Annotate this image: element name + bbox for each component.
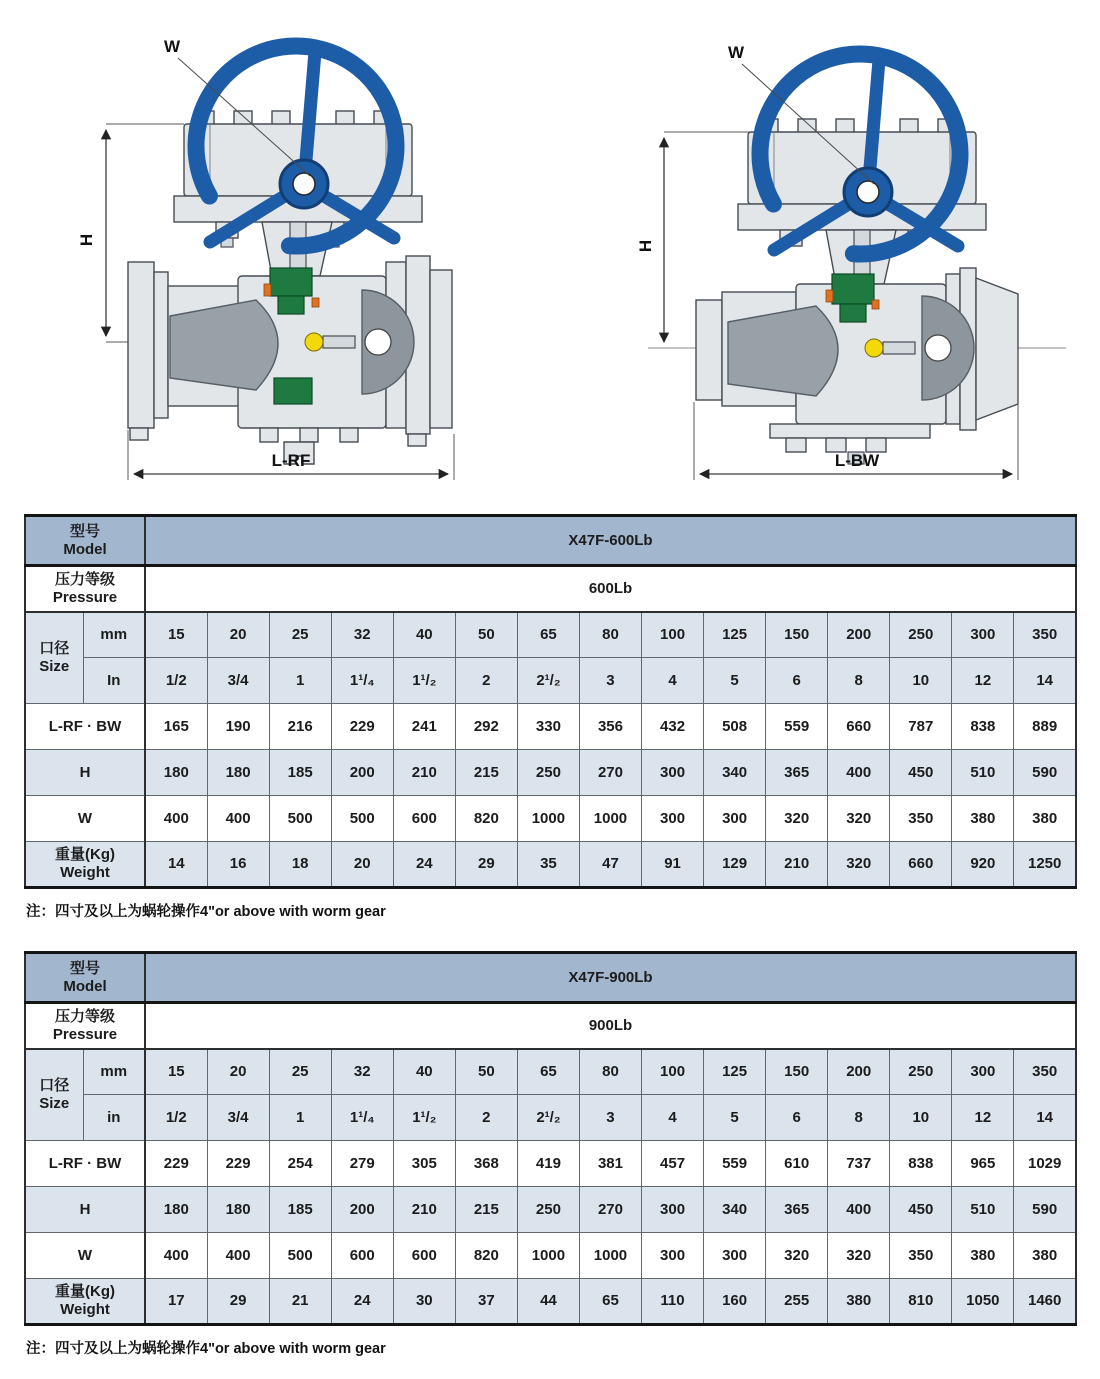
data-cell: 1250	[1014, 842, 1076, 888]
size-value-cell: 4	[642, 658, 704, 704]
size-value-cell: 250	[890, 612, 952, 658]
size-value-cell: 1¹/₄	[331, 658, 393, 704]
stem-center-dot	[865, 339, 883, 357]
row-label-cell: L-RF · BW	[25, 1141, 145, 1187]
data-cell: 365	[766, 750, 828, 796]
data-cell: 200	[331, 750, 393, 796]
unit-label-cell: in	[83, 1095, 145, 1141]
data-cell: 381	[579, 1141, 641, 1187]
data-cell: 91	[642, 842, 704, 888]
size-value-cell: 1/2	[145, 658, 207, 704]
data-cell: 419	[517, 1141, 579, 1187]
data-cell: 600	[393, 1233, 455, 1279]
data-cell: 559	[704, 1141, 766, 1187]
data-cell: 29	[455, 842, 517, 888]
label-text: Weight	[60, 864, 110, 881]
size-value-cell: 125	[704, 1049, 766, 1095]
size-label-cell	[25, 1049, 83, 1141]
valve-plug	[728, 306, 838, 396]
data-cell: 500	[269, 796, 331, 842]
data-cell: 590	[1014, 750, 1076, 796]
table-row	[25, 516, 1076, 566]
data-cell: 35	[517, 842, 579, 888]
size-value-cell: 100	[642, 1049, 704, 1095]
data-cell: 185	[269, 1187, 331, 1233]
data-cell: 241	[393, 704, 455, 750]
dim-label-w: W	[164, 37, 181, 56]
data-cell: 37	[455, 1279, 517, 1325]
row-label-cell	[25, 1279, 145, 1325]
size-value-cell: 80	[579, 1049, 641, 1095]
size-value-cell: 3	[579, 1095, 641, 1141]
data-cell: 1460	[1014, 1279, 1076, 1325]
size-value-cell: 5	[704, 658, 766, 704]
data-cell: 1050	[952, 1279, 1014, 1325]
table-row	[25, 566, 1076, 612]
pressure-value-cell: 900Lb	[145, 1003, 1076, 1049]
row-label-cell: H	[25, 1187, 145, 1233]
data-cell: 559	[766, 704, 828, 750]
size-value-cell: 150	[766, 1049, 828, 1095]
unit-label-cell: mm	[83, 1049, 145, 1095]
data-cell: 737	[828, 1141, 890, 1187]
data-cell: 200	[331, 1187, 393, 1233]
data-cell: 254	[269, 1141, 331, 1187]
data-cell: 215	[455, 750, 517, 796]
label-text: 压力等级	[54, 571, 115, 589]
data-cell: 24	[331, 1279, 393, 1325]
data-cell: 600	[393, 796, 455, 842]
data-cell: 180	[145, 750, 207, 796]
size-value-cell: 25	[269, 1049, 331, 1095]
size-value-cell: 2	[455, 1095, 517, 1141]
size-value-cell: 50	[455, 612, 517, 658]
data-cell: 250	[517, 1187, 579, 1233]
data-cell: 180	[207, 1187, 269, 1233]
size-value-cell: 1	[269, 1095, 331, 1141]
data-cell: 965	[952, 1141, 1014, 1187]
size-value-cell: 350	[1014, 612, 1076, 658]
spec-table-600lb-mount	[24, 514, 1077, 889]
data-cell: 1000	[579, 796, 641, 842]
data-cell: 180	[145, 1187, 207, 1233]
size-value-cell: 1¹/₄	[331, 1095, 393, 1141]
data-cell: 820	[455, 796, 517, 842]
data-cell: 820	[455, 1233, 517, 1279]
table-row	[25, 953, 1076, 1003]
data-cell: 16	[207, 842, 269, 888]
data-cell: 400	[207, 796, 269, 842]
data-cell: 320	[766, 1233, 828, 1279]
data-cell: 279	[331, 1141, 393, 1187]
data-cell: 508	[704, 704, 766, 750]
data-cell: 216	[269, 704, 331, 750]
data-cell: 400	[828, 1187, 890, 1233]
model-value-cell: X47F-900Lb	[145, 953, 1076, 1003]
data-cell: 210	[766, 842, 828, 888]
data-cell: 787	[890, 704, 952, 750]
spec-table	[24, 514, 1077, 889]
model-value-cell: X47F-600Lb	[145, 516, 1076, 566]
data-cell: 229	[207, 1141, 269, 1187]
model-label-cell	[25, 953, 145, 1003]
data-cell: 255	[766, 1279, 828, 1325]
label-text: 型号	[69, 522, 100, 540]
size-value-cell: 300	[952, 1049, 1014, 1095]
label-text: Size	[39, 1094, 70, 1112]
data-cell: 510	[952, 1187, 1014, 1233]
size-value-cell: 150	[766, 612, 828, 658]
data-cell: 47	[579, 842, 641, 888]
data-cell: 320	[766, 796, 828, 842]
data-cell: 380	[952, 796, 1014, 842]
label-text: Size	[39, 657, 70, 675]
data-cell: 380	[1014, 796, 1076, 842]
size-value-cell: 6	[766, 658, 828, 704]
size-value-cell: 1¹/₂	[393, 658, 455, 704]
size-value-cell: 32	[331, 1049, 393, 1095]
data-cell: 18	[269, 842, 331, 888]
size-value-cell: 20	[207, 612, 269, 658]
size-value-cell: 40	[393, 612, 455, 658]
table-row	[25, 750, 1076, 796]
label-text: Pressure	[52, 1025, 118, 1043]
data-cell: 432	[642, 704, 704, 750]
data-cell: 229	[145, 1141, 207, 1187]
unit-label-cell: In	[83, 658, 145, 704]
data-cell: 350	[890, 1233, 952, 1279]
data-cell: 457	[642, 1141, 704, 1187]
data-cell: 110	[642, 1279, 704, 1325]
data-cell: 250	[517, 750, 579, 796]
size-value-cell: 14	[1014, 658, 1076, 704]
data-cell: 380	[952, 1233, 1014, 1279]
valve-diagram-bw	[620, 18, 1072, 490]
data-cell: 450	[890, 750, 952, 796]
data-cell: 350	[890, 796, 952, 842]
size-value-cell: 1/2	[145, 1095, 207, 1141]
table-row	[25, 1187, 1076, 1233]
size-value-cell: 100	[642, 612, 704, 658]
data-cell: 660	[890, 842, 952, 888]
stem-center-dot	[305, 333, 323, 351]
label-text: 口径	[39, 1077, 70, 1095]
size-value-cell: 300	[952, 612, 1014, 658]
size-label-cell	[25, 612, 83, 704]
data-cell: 1000	[517, 796, 579, 842]
pressure-label-cell	[25, 566, 145, 612]
size-value-cell: 8	[828, 658, 890, 704]
data-cell: 270	[579, 1187, 641, 1233]
size-value-cell: 32	[331, 612, 393, 658]
table-row	[25, 796, 1076, 842]
label-text: Model	[63, 540, 107, 558]
label-text: Pressure	[52, 588, 118, 606]
model-label-cell	[25, 516, 145, 566]
valve-diagrams	[0, 0, 1100, 498]
data-cell: 500	[269, 1233, 331, 1279]
data-cell: 14	[145, 842, 207, 888]
size-value-cell: 15	[145, 612, 207, 658]
label-text: 重量(Kg)	[55, 1283, 115, 1301]
dim-label-h: H	[77, 233, 96, 247]
data-cell: 24	[393, 842, 455, 888]
data-cell: 400	[828, 750, 890, 796]
data-cell: 380	[1014, 1233, 1076, 1279]
table-row	[25, 658, 1076, 704]
data-cell: 838	[890, 1141, 952, 1187]
data-cell: 320	[828, 842, 890, 888]
data-cell: 44	[517, 1279, 579, 1325]
table-row	[25, 612, 1076, 658]
data-cell: 610	[766, 1141, 828, 1187]
gland-upper	[270, 268, 312, 296]
size-value-cell: 3/4	[207, 1095, 269, 1141]
data-cell: 129	[704, 842, 766, 888]
row-label-cell: H	[25, 750, 145, 796]
data-cell: 65	[579, 1279, 641, 1325]
footnote: 注：四寸及以上为蜗轮操作4"or above with worm gear	[26, 904, 386, 920]
gland-upper	[832, 274, 874, 304]
size-value-cell: 25	[269, 612, 331, 658]
dim-label-h: H	[636, 239, 655, 253]
data-cell: 356	[579, 704, 641, 750]
table-row	[25, 1003, 1076, 1049]
spec-section-600lb	[0, 514, 1100, 921]
size-value-cell: 200	[828, 612, 890, 658]
data-cell: 500	[331, 796, 393, 842]
size-value-cell: 10	[890, 1095, 952, 1141]
data-cell: 1000	[517, 1233, 579, 1279]
size-value-cell: 20	[207, 1049, 269, 1095]
data-cell: 229	[331, 704, 393, 750]
data-cell: 29	[207, 1279, 269, 1325]
dim-label-w: W	[728, 43, 745, 62]
dimension-length	[128, 430, 454, 480]
data-cell: 210	[393, 1187, 455, 1233]
label-text: 口径	[39, 640, 70, 658]
size-value-cell: 3	[579, 658, 641, 704]
data-cell: 180	[207, 750, 269, 796]
data-cell: 838	[952, 704, 1014, 750]
data-cell: 660	[828, 704, 890, 750]
data-cell: 185	[269, 750, 331, 796]
data-cell: 30	[393, 1279, 455, 1325]
data-cell: 320	[828, 796, 890, 842]
spec-table	[24, 951, 1077, 1326]
pressure-value-cell: 600Lb	[145, 566, 1076, 612]
label-text: Weight	[60, 1301, 110, 1318]
spec-table-900lb-mount	[24, 951, 1077, 1326]
size-value-cell: 200	[828, 1049, 890, 1095]
valve-diagram-rf	[64, 18, 516, 490]
size-value-cell: 15	[145, 1049, 207, 1095]
table-row	[25, 1095, 1076, 1141]
size-value-cell: 6	[766, 1095, 828, 1141]
table-row	[25, 1141, 1076, 1187]
data-cell: 400	[145, 796, 207, 842]
size-value-cell: 2¹/₂	[517, 1095, 579, 1141]
data-cell: 300	[642, 796, 704, 842]
data-cell: 889	[1014, 704, 1076, 750]
size-value-cell: 2¹/₂	[517, 658, 579, 704]
table-row	[25, 1279, 1076, 1325]
spec-section-900lb	[0, 951, 1100, 1358]
data-cell: 365	[766, 1187, 828, 1233]
data-cell: 300	[642, 750, 704, 796]
size-value-cell: 4	[642, 1095, 704, 1141]
table-row	[25, 1233, 1076, 1279]
data-cell: 400	[207, 1233, 269, 1279]
data-cell: 1000	[579, 1233, 641, 1279]
data-cell: 215	[455, 1187, 517, 1233]
row-label-cell: L-RF · BW	[25, 704, 145, 750]
data-cell: 300	[642, 1233, 704, 1279]
data-cell: 160	[704, 1279, 766, 1325]
data-cell: 368	[455, 1141, 517, 1187]
data-cell: 210	[393, 750, 455, 796]
size-value-cell: 2	[455, 658, 517, 704]
size-value-cell: 1¹/₂	[393, 1095, 455, 1141]
pressure-label-cell	[25, 1003, 145, 1049]
data-cell: 292	[455, 704, 517, 750]
row-label-cell	[25, 842, 145, 888]
table-row	[25, 842, 1076, 888]
data-cell: 510	[952, 750, 1014, 796]
data-cell: 20	[331, 842, 393, 888]
dim-label-lbw: L-BW	[834, 451, 880, 470]
data-cell: 380	[828, 1279, 890, 1325]
size-value-cell: 40	[393, 1049, 455, 1095]
size-value-cell: 10	[890, 658, 952, 704]
table-row	[25, 1049, 1076, 1095]
data-cell: 810	[890, 1279, 952, 1325]
valve-plug	[170, 300, 278, 390]
data-cell: 1029	[1014, 1141, 1076, 1187]
data-cell: 190	[207, 704, 269, 750]
footnote: 注：四寸及以上为蜗轮操作4"or above with worm gear	[26, 1341, 386, 1357]
size-value-cell: 80	[579, 612, 641, 658]
size-value-cell: 65	[517, 612, 579, 658]
size-value-cell: 350	[1014, 1049, 1076, 1095]
gland-lower	[274, 378, 312, 404]
data-cell: 300	[704, 796, 766, 842]
data-cell: 590	[1014, 1187, 1076, 1233]
data-cell: 21	[269, 1279, 331, 1325]
unit-label-cell: mm	[83, 612, 145, 658]
size-value-cell: 50	[455, 1049, 517, 1095]
data-cell: 920	[952, 842, 1014, 888]
data-cell: 305	[393, 1141, 455, 1187]
row-label-cell: W	[25, 796, 145, 842]
size-value-cell: 125	[704, 612, 766, 658]
data-cell: 340	[704, 750, 766, 796]
data-cell: 17	[145, 1279, 207, 1325]
data-cell: 600	[331, 1233, 393, 1279]
label-text: 压力等级	[54, 1008, 115, 1026]
data-cell: 400	[145, 1233, 207, 1279]
data-cell: 165	[145, 704, 207, 750]
data-cell: 270	[579, 750, 641, 796]
row-label-cell: W	[25, 1233, 145, 1279]
size-value-cell: 12	[952, 1095, 1014, 1141]
data-cell: 300	[704, 1233, 766, 1279]
size-value-cell: 1	[269, 658, 331, 704]
label-text: 重量(Kg)	[55, 846, 115, 864]
size-value-cell: 65	[517, 1049, 579, 1095]
size-value-cell: 8	[828, 1095, 890, 1141]
data-cell: 330	[517, 704, 579, 750]
size-value-cell: 12	[952, 658, 1014, 704]
table-row	[25, 704, 1076, 750]
label-text: Model	[63, 977, 107, 995]
data-cell: 300	[642, 1187, 704, 1233]
label-text: 型号	[69, 959, 100, 977]
size-value-cell: 250	[890, 1049, 952, 1095]
size-value-cell: 5	[704, 1095, 766, 1141]
data-cell: 450	[890, 1187, 952, 1233]
size-value-cell: 14	[1014, 1095, 1076, 1141]
size-value-cell: 3/4	[207, 658, 269, 704]
data-cell: 340	[704, 1187, 766, 1233]
dim-label-lrf: L-RF	[271, 451, 311, 470]
data-cell: 320	[828, 1233, 890, 1279]
